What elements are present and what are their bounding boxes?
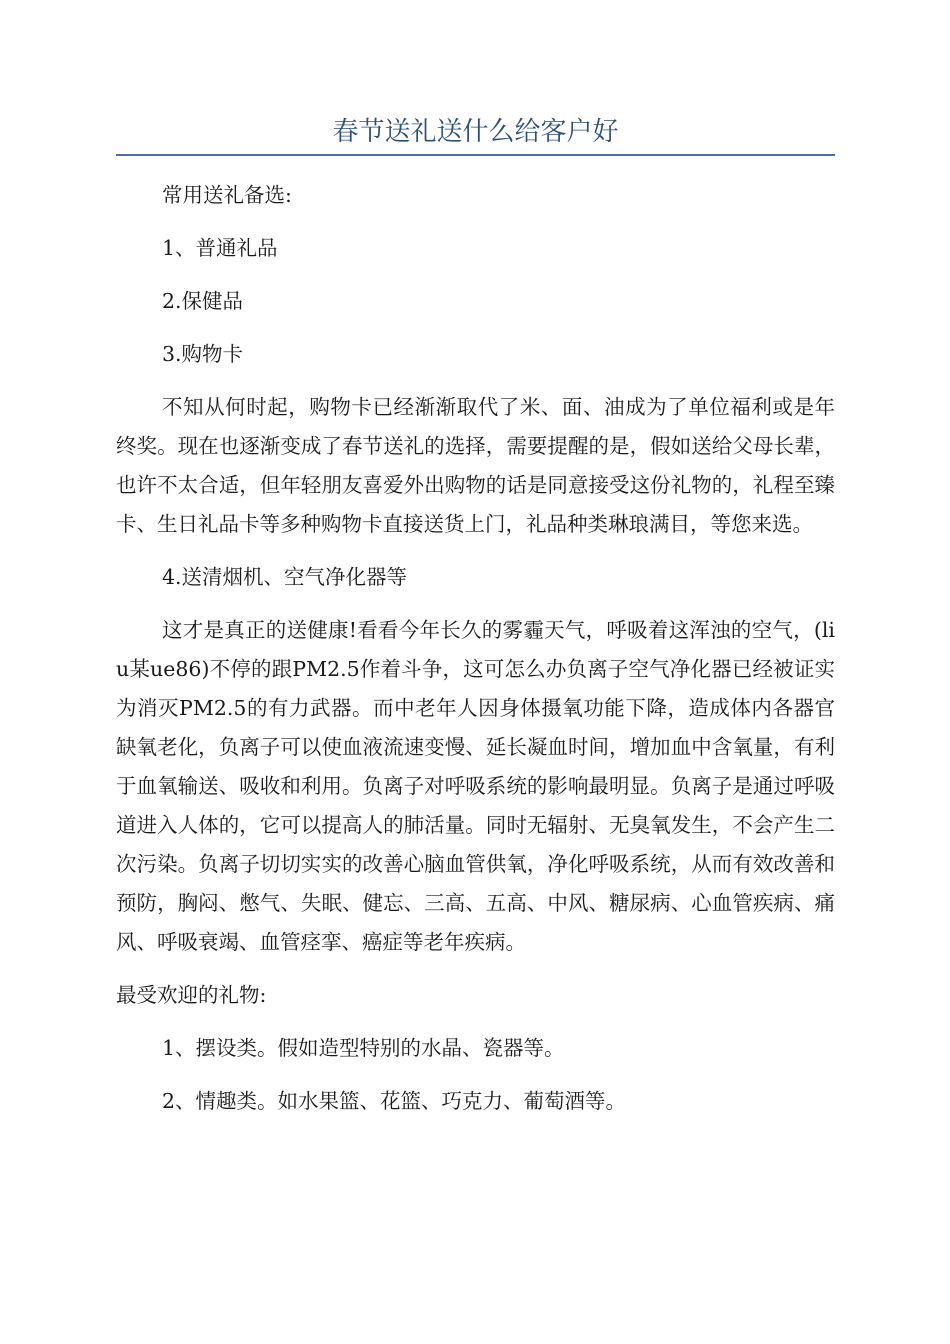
paragraph-shopping-card: 不知从何时起，购物卡已经渐渐取代了米、面、油成为了单位福利或是年终奖。现在也逐渐变成了春节送礼的选择，需要提醒的是，假如送给父母长辈，也许不太合适，但年轻朋友喜爱外出购物的话是同意接受这份礼物的，礼程至臻卡、生日礼品卡等多种购物卡直接送货上门，礼品种类琳琅满目，等您来选。: [116, 395, 835, 536]
paragraph-popular-gifts-heading: 最受欢迎的礼物:: [116, 983, 267, 1007]
paragraph-gift-options-heading: 常用送礼备选:: [162, 183, 292, 207]
list-item-decorations: 1、摆设类。假如造型特别的水晶、瓷器等。: [162, 1036, 565, 1060]
paragraph-air-purifier: 这才是真正的送健康!看看今年长久的雾霾天气，呼吸着这浑浊的空气，(liu某ue86)不停的跟PM2.5作着斗争，这可怎么办负离子空气净化器已经被证实为消灭PM2.5的有力武器。而中老年人因身体摄氧功能下降，造成体内各器官缺氧老化，负离子可以使血液流速变慢、延长凝血时间，增加血中含氧量，有利于血氧输送、吸收和利用。负离子对呼吸系统的影响最明显。负离子是通过呼吸道进入人体的，它可以提高人的肺活量。同时无辐射、无臭氧发生，不会产生二次污染。负离子切切实实的改善心脑血管供氧，净化呼吸系统，从而有效改善和预防，胸闷、憋气、失眠、健忘、三高、五高、中风、糖尿病、心血管疾病、痛风、呼吸衰竭、血管痉挛、癌症等老年疾病。: [116, 618, 835, 954]
document-body: [116, 176, 835, 1121]
title-underline: [116, 154, 835, 156]
document-title: 春节送礼送什么给客户好: [332, 117, 619, 147]
list-item-air-purifier: 4.送清烟机、空气净化器等: [162, 565, 408, 589]
list-item-health-products: 2.保健品: [162, 289, 244, 313]
list-item-sentimental: 2、情趣类。如水果篮、花篮、巧克力、葡萄酒等。: [162, 1089, 627, 1113]
list-item-ordinary-gifts: 1、普通礼品: [162, 236, 278, 260]
list-item-shopping-card: 3.购物卡: [162, 342, 244, 366]
